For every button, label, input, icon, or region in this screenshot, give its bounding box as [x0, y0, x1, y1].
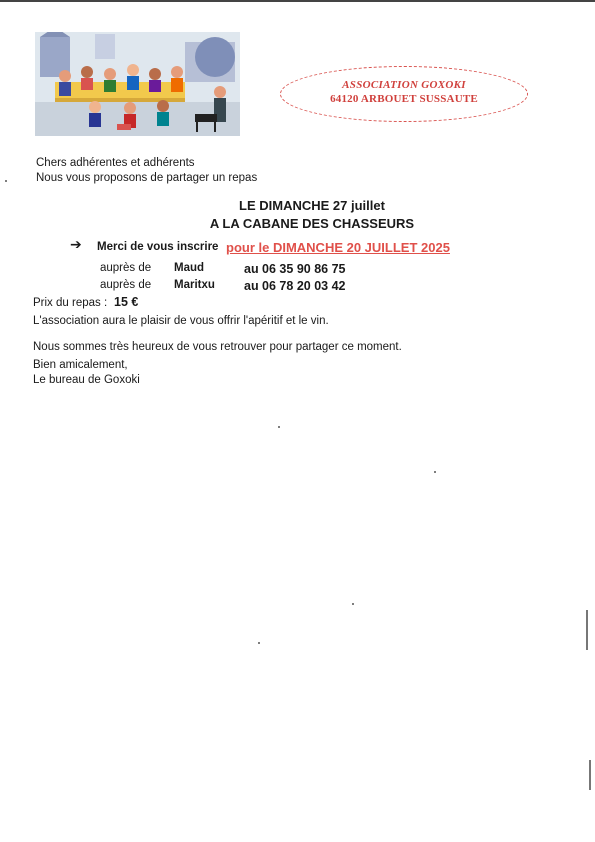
registration-deadline: pour le DIMANCHE 20 JUILLET 2025 — [226, 240, 450, 255]
scan-speck — [5, 180, 7, 182]
scan-speck — [352, 603, 354, 605]
greeting-line-1: Chers adhérentes et adhérents — [36, 157, 195, 169]
price-value: 15 € — [114, 295, 139, 309]
aperitif-text: L'association aura le plaisir de vous offrir l'apéritif et le vin. — [33, 315, 329, 327]
greeting-line-2: Nous vous proposons de partager un repas — [36, 172, 258, 184]
retrouver-text: Nous sommes très heureux de vous retrouver pour partager ce moment. — [33, 341, 402, 353]
event-place: A LA CABANE DES CHASSEURS — [209, 216, 415, 231]
scan-edge-mark — [586, 610, 588, 650]
contact-1-name: Maud — [174, 262, 205, 274]
scan-speck — [278, 426, 280, 428]
association-stamp — [280, 66, 528, 122]
scan-edge-mark — [589, 760, 591, 790]
registration-intro: Merci de vous inscrire — [97, 241, 219, 253]
contact-1-prefix: auprès de — [100, 262, 152, 274]
association-name: ASSOCIATION GOXOKI — [342, 79, 466, 91]
association-address: 64120 ARBOUET SUSSAUTE — [330, 93, 478, 105]
contact-2-name: Maritxu — [174, 279, 215, 291]
closing-text: Bien amicalement, — [33, 359, 128, 371]
contact-1-phone: au 06 35 90 86 75 — [244, 262, 346, 276]
contact-2-phone: au 06 78 20 03 42 — [244, 279, 346, 293]
meal-illustration — [35, 32, 240, 136]
scan-speck — [434, 471, 436, 473]
scan-top-border — [0, 0, 595, 2]
contact-2-prefix: auprès de — [100, 279, 152, 291]
sender-text: Le bureau de Goxoki — [33, 374, 140, 386]
scan-speck — [258, 642, 260, 644]
arrow-right-icon: ➔ — [70, 236, 82, 252]
price-label: Prix du repas : — [33, 297, 108, 309]
event-date: LE DIMANCHE 27 juillet — [239, 198, 385, 213]
